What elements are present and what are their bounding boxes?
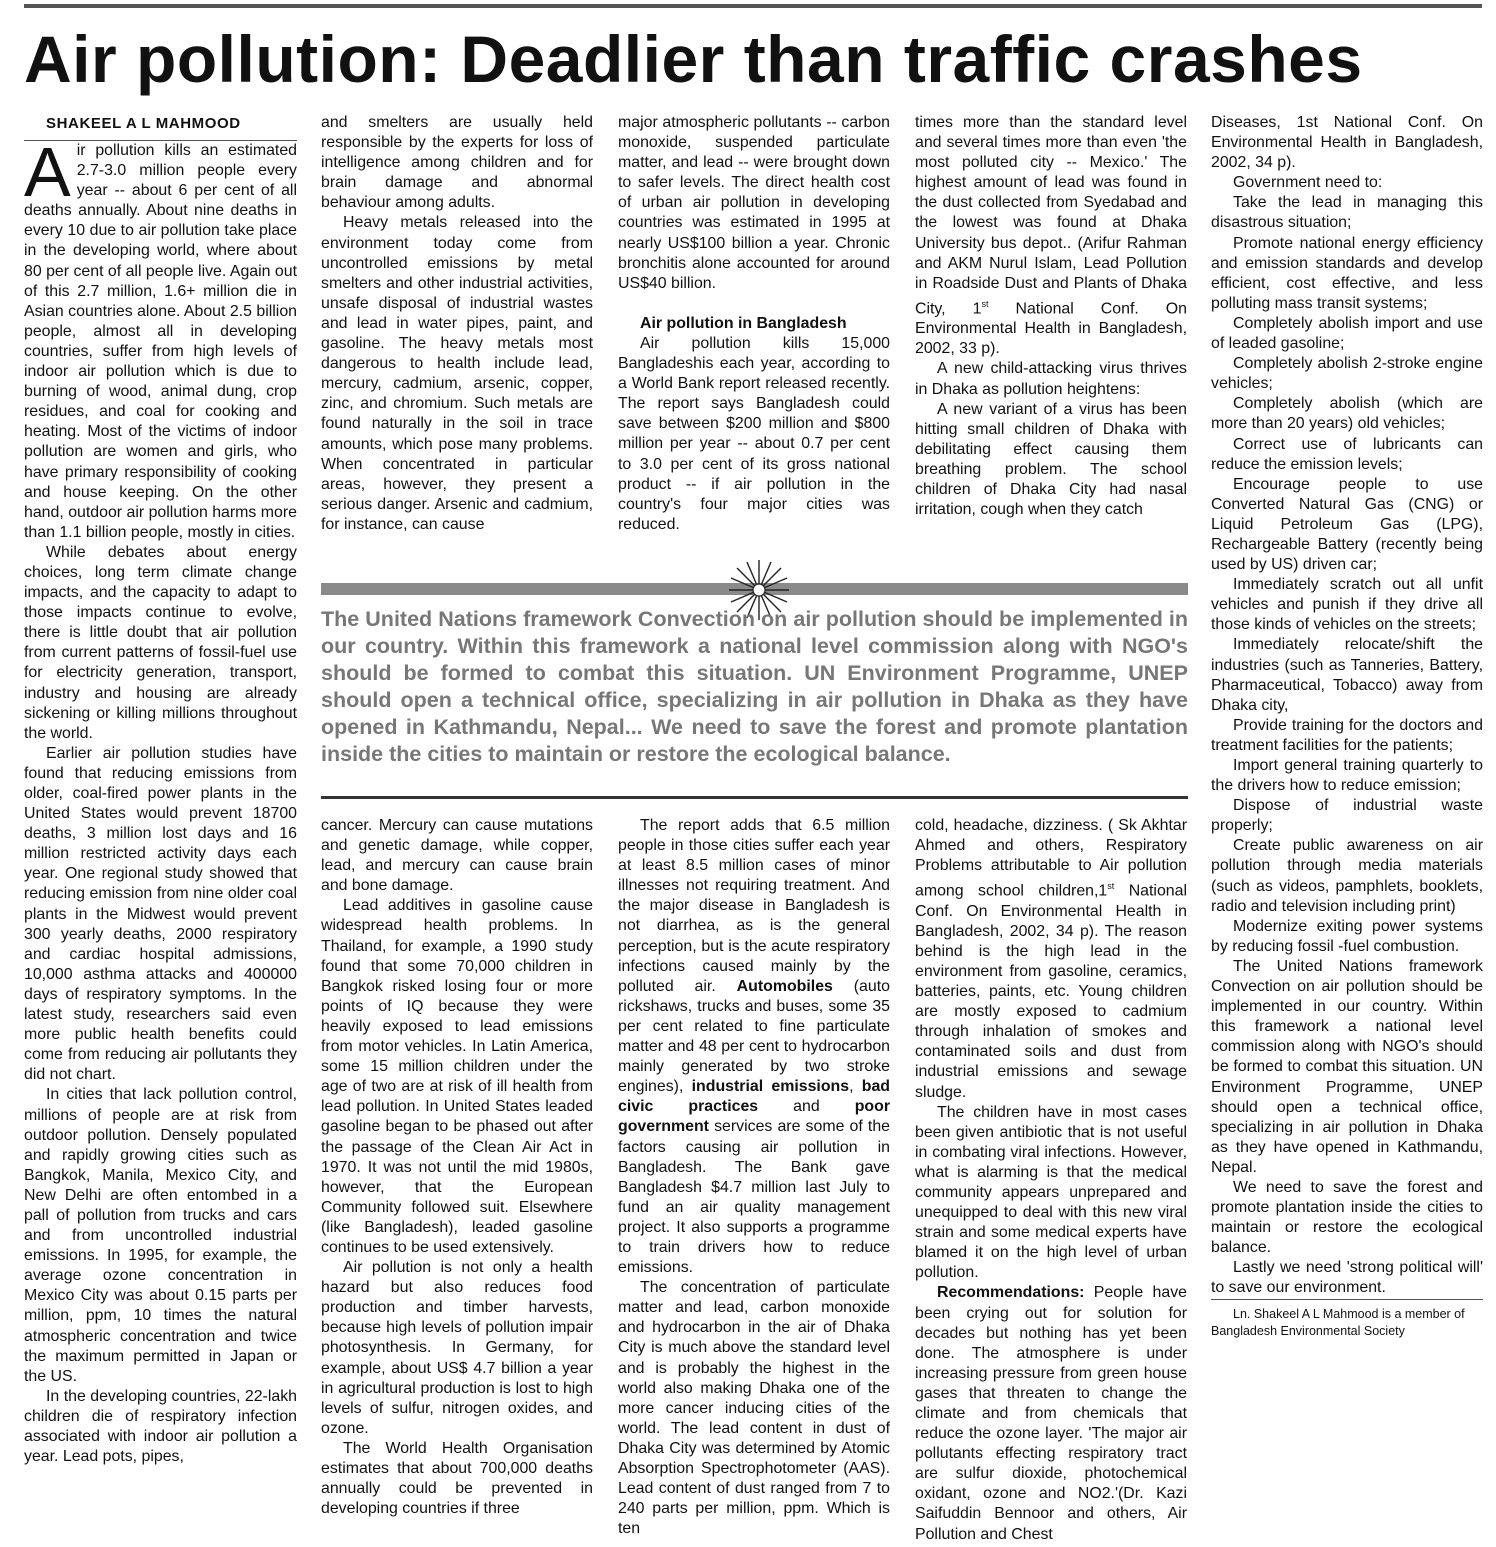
pullquote: The United Nations framework Convection on air pollution should be implemented in our country. Within this framework a national level commission along with NGO's should be formed to combat this situation. UN Environment Programme, UNEP should open a technical office, specializing in air pollution in Dhaka as they have opened in Kathmandu, Nepal... We need to save the forest and promote plantation inside the cities to maintain or restore the ecological balance. [321, 607, 1188, 766]
paragraph [915, 816, 1187, 1103]
bold-term: poor government [618, 1098, 890, 1136]
text-span: services are some of the factors causing air pollution in Bangladesh. The Bank gave Bangladesh $4.7 million last July to fund an air quality management project. It also supports a programme to train drivers how to reduce emissions. [618, 1118, 890, 1277]
paragraph [618, 816, 890, 1278]
bold-term: bad civic practices [618, 1078, 890, 1116]
text-span: and [758, 1098, 855, 1116]
text-span: (auto rickshaws, trucks and buses, some 35 per cent related to fine particulate matter and 48 per cent to hydrocarbon mainly generated by two stroke engines), [618, 977, 890, 1096]
byline: SHAKEEL A L MAHMOOD [24, 114, 297, 141]
paragraph: Earlier air pollution studies have found that reducing emissions from older, coal-fired power plants in the United States would prevent 18700 deaths, 3 million lost days and 16 million restricted activity days each year. One regional study showed that reducing emission from nine older coal plants in the Midwest would prevent 300 yearly deaths, 2000 respiratory and cardiac hospital admissions, 10,000 asthma attacks and 400000 days of respiratory symptoms. In the latest study, researchers said even more public health benefits could come from reducing air pollutants they did not chart. [24, 744, 297, 1084]
paragraph: In cities that lack pollution control, millions of people are at risk from outdoor pollution. Densely populated and rapidly growing cities such as Bangkok, Manila, Mexico City, and New Delhi are often entombed in a pall of pollution from trucks and cars and from uncontrolled industrial emissions. In 1995, for example, the average ozone concentration in Mexico City was about 0.15 parts per million, ppm, 10 times the natural atmospheric concentration and twice the maximum permitted in Japan or the US. [24, 1086, 297, 1385]
list-item: Promote national energy efficiency and emission standards and develop efficient, cost effective, and less polluting mass transit systems; [1211, 234, 1483, 312]
column-4-upper [915, 113, 1187, 553]
paragraph: Diseases, 1st National Conf. On Environmental Health in Bangladesh, 2002, 34 p). [1211, 114, 1483, 172]
intro-text: ir pollution kills an estimated 2.7-3.0 million people every year -- about 6 per cent of all deaths annually. About nine deaths in every 10 due to air pollution take place in the developing world, where about 80 per cent of all people live. Again out of this 2.7 million, 1.6+ million die in Asian countries alone. About 2.5 billion people, almost all in developing countries, suffer from high levels of indoor air pollution which is due to burning of wood, animal dung, crop residues, and coal for cooking and heating. Most of the victims of indoor pollution are women and girls, who have primary responsibility of cooking and house keeping. On the other hand, outdoor air pollution harms more than 1.1 billion people, mostly in cities. [24, 142, 297, 541]
list-item: Immediately scratch out all unfit vehicles and punish if they drive all those kinds of vehicles on the streets; [1211, 576, 1483, 634]
bold-term: industrial emissions [691, 1078, 850, 1096]
paragraph [915, 1283, 1187, 1544]
section-subhead: Air pollution in Bangladesh [640, 314, 847, 332]
list-item: Import general training quarterly to the drivers how to reduce emission; [1211, 757, 1483, 795]
paragraph: Air pollution kills 15,000 Bangladeshis each year, according to a World Bank report released recently. The report says Bangladesh could save between $200 million and $800 million per year -- about 0.7 per cent to 3.0 per cent of its gross national product -- if air pollution in the country's four major cities was reduced. [618, 334, 890, 533]
column-2-upper [321, 113, 593, 553]
text-span: cold, headache, dizziness. ( Sk Akhtar Ahmed and others, Respiratory Problems attributable to Air pollution among school children,1 [915, 817, 1187, 900]
column-3-lower [618, 816, 890, 1546]
paragraph: The concentration of particulate matter and lead, carbon monoxide and hydrocarbon in the air of Dhaka City is much above the standard level and is probably the highest in the world also making Dhaka one of the more cancer inducing cities of the world. The lead content in dust of Dhaka City was determined by Atomic Absorption Spectrophotometer (AAS). Lead content of dust ranged from 7 to 240 parts per million, ppm. Which is ten [618, 1279, 890, 1538]
list-intro: Government need to: [1233, 174, 1383, 192]
paragraph: and smelters are usually held responsible by the experts for loss of intelligence among children and for brain damage and abnormal behaviour among adults. [321, 114, 593, 212]
paragraph: In the developing countries, 22-lakh children die of respiratory infection associated with indoor air pollution a year. Lead pots, pipes, [24, 1387, 297, 1466]
list-item: Provide training for the doctors and treatment facilities for the patients; [1211, 716, 1483, 754]
drop-cap: A [24, 133, 71, 211]
list-item: Modernize exiting power systems by reducing fossil -fuel combustion. [1211, 917, 1483, 955]
list-item: Encourage people to use Converted Natural Gas (CNG) or Liquid Petroleum Gas (LPG), Rechargeable Battery (recently being used by US) driven car; [1211, 475, 1483, 574]
author-note: Ln. Shakeel A L Mahmood is a member of Bangladesh Environmental Society [1211, 1299, 1483, 1340]
top-rule [24, 4, 1482, 8]
paragraph: While debates about energy choices, long term climate change impacts, and the capacity to adapt to those impacts continue to evolve, there is little doubt that air pollution from current patterns of fossil-fuel use for electricity generation, transport, industry and housing are already sickening or killing millions throughout the world. [24, 543, 297, 742]
list-item: Take the lead in managing this disastrous situation; [1211, 194, 1483, 232]
headline: Air pollution: Deadlier than traffic crashes [24, 22, 1363, 96]
text-span: People have been crying out for solution for decades but nothing has yet been done. The atmosphere is under increasing pressure from green house gases that threaten to change the climate and from chemicals that reduce the ozone layer. 'The major air pollutants effecting respiratory tract are sulfur dioxide, photochemical oxidant, ozone and NO2.'(Dr. Kazi Saifuddin Bennoor and others, Air Pollution and Chest [915, 1284, 1187, 1543]
text-span: , [849, 1078, 862, 1096]
superscript: st [981, 298, 989, 309]
paragraph: A new child-attacking virus thrives in Dhaka as pollution heightens: [915, 360, 1187, 398]
list-item: Completely abolish 2-stroke engine vehicles; [1211, 355, 1483, 393]
list-item: Dispose of industrial waste properly; [1211, 797, 1483, 835]
text-span: times more than the standard level and several times more than even 'the most polluted city -- Mexico.' The highest amount of lead was found in the dust collected from Syedabad and the lowest was found at Dhaka University bus depot.. (Arifur Rahman and AKM Nurul Islam, Lead Pollution in Roadside Dust and Plants of Dhaka City, 1 [915, 114, 1187, 318]
list-item: Create public awareness on air pollution through media materials (such as videos, pamphlets, booklets, radio and television including print) [1211, 837, 1483, 915]
column-4-lower [915, 816, 1187, 1546]
intro-paragraph [24, 133, 297, 543]
pullquote-bottom-rule [321, 796, 1188, 799]
paragraph: Lastly we need 'strong political will' to save our environment. [1211, 1259, 1483, 1297]
paragraph: The children have in most cases been given antibiotic that is not useful in combating viral infections. However, what is alarming is that the medical community appears unprepared and unequipped to deal with this new viral strain and some medical experts have blamed it on the high level of urban pollution. [915, 1103, 1187, 1282]
column-2-lower [321, 816, 593, 1546]
paragraph: Air pollution is not only a health hazard but also reduces food production and timber harvests, because high levels of pollution impair photosynthesis. In Germany, for example, about US$ 4.7 billion a year in agricultural production is lost to high levels of sulfur, nitrogen oxides, and ozone. [321, 1259, 593, 1437]
superscript: st [1107, 881, 1115, 892]
recommendations-label: Recommendations: [937, 1284, 1085, 1302]
list-item: Immediately relocate/shift the industries (such as Tanneries, Battery, Pharmaceutical, Tobacco) away from Dhaka city, [1211, 636, 1483, 714]
column-3-upper [618, 113, 890, 553]
paragraph: cancer. Mercury can cause mutations and genetic damage, while copper, lead, and mercury can cause brain and bone damage. [321, 817, 593, 895]
paragraph [915, 113, 1187, 359]
text-span: National Conf. On Environmental Health in Bangladesh, 2002, 33 p). [915, 300, 1187, 358]
list-item: Completely abolish import and use of leaded gasoline; [1211, 314, 1483, 353]
column-5 [1211, 113, 1483, 1545]
column-1 [24, 114, 297, 1546]
paragraph: Lead additives in gasoline cause widespread health problems. In Thailand, for example, a 1990 study found that some 70,000 children in Bangkok risked losing four or more points of IQ because they were heavily exposed to lead emissions from motor vehicles. In Latin America, some 15 million children under the age of two are at risk of ill health from lead pollution. In United States leaded gasoline began to be phased out after the passage of the Clean Air Act in 1970. It was not until the mid 1980s, however, that the European Community followed suit. Elsewhere (like Bangladesh), leaded gasoline continues to be used extensively. [321, 897, 593, 1256]
paragraph: Heavy metals released into the environment today come from uncontrolled emissions by metal smelters and other industrial activities, unsafe disposal of industrial wastes and lead in water pipes, paint, and gasoline. The heavy metals most dangerous to health include lead, mercury, cadmium, arsenic, copper, zinc, and chromium. Such metals are found naturally in the soil in trace amounts, which pose many problems. When concentrated in particular areas, however, they present a serious danger. Arsenic and cadmium, for instance, can cause [321, 214, 593, 533]
paragraph: We need to save the forest and promote plantation inside the cities to maintain or restore the ecological balance. [1211, 1178, 1483, 1257]
paragraph: major atmospheric pollutants -- carbon monoxide, suspended particulate matter, and lead -- were brought down to safer levels. The direct health cost of urban air pollution in developing countries was estimated in 1995 at nearly US$100 billion a year. Chronic bronchitis alone accounted for around US$40 billion. [618, 114, 890, 292]
text-span: The report adds that 6.5 million people in those cities suffer each year at least 8.5 million cases of minor illnesses not requiring treatment. And the major disease in Bangladesh is not diarrhea, as is the general perception, but is the acute respiratory infections caused mainly by the polluted air. [618, 817, 890, 995]
paragraph: A new variant of a virus has been hitting small children of Dhaka with debilitating effect causing them breathing problem. The school children of Dhaka City had nasal irritation, cough when they catch [915, 400, 1187, 519]
bold-term: Automobiles [736, 977, 833, 995]
list-item: Completely abolish (which are more than 20 years) old vehicles; [1211, 395, 1483, 433]
text-span: National Conf. On Environmental Health in Bangladesh, 2002, 34 p). The reason behind is the high lead in the environment from gasoline, ceramics, batteries, paints, etc. Young children are mostly exposed to cadmium through inhalation of smokes and contaminated soils and dust from industrial emissions and sewage sludge. [915, 882, 1187, 1101]
list-item: Correct use of lubricants can reduce the emission levels; [1211, 435, 1483, 473]
paragraph: The United Nations framework Convection on air pollution should be implemented in our country. Within this framework a national level commission along with NGO's should be formed to combat this situation. UN Environment Programme, UNEP should open a technical office, specializing in air pollution in Dhaka as they have opened in Kathmandu, Nepal. [1211, 957, 1483, 1176]
paragraph: The World Health Organisation estimates that about 700,000 deaths annually could be prevented in developing countries if three [321, 1439, 593, 1518]
